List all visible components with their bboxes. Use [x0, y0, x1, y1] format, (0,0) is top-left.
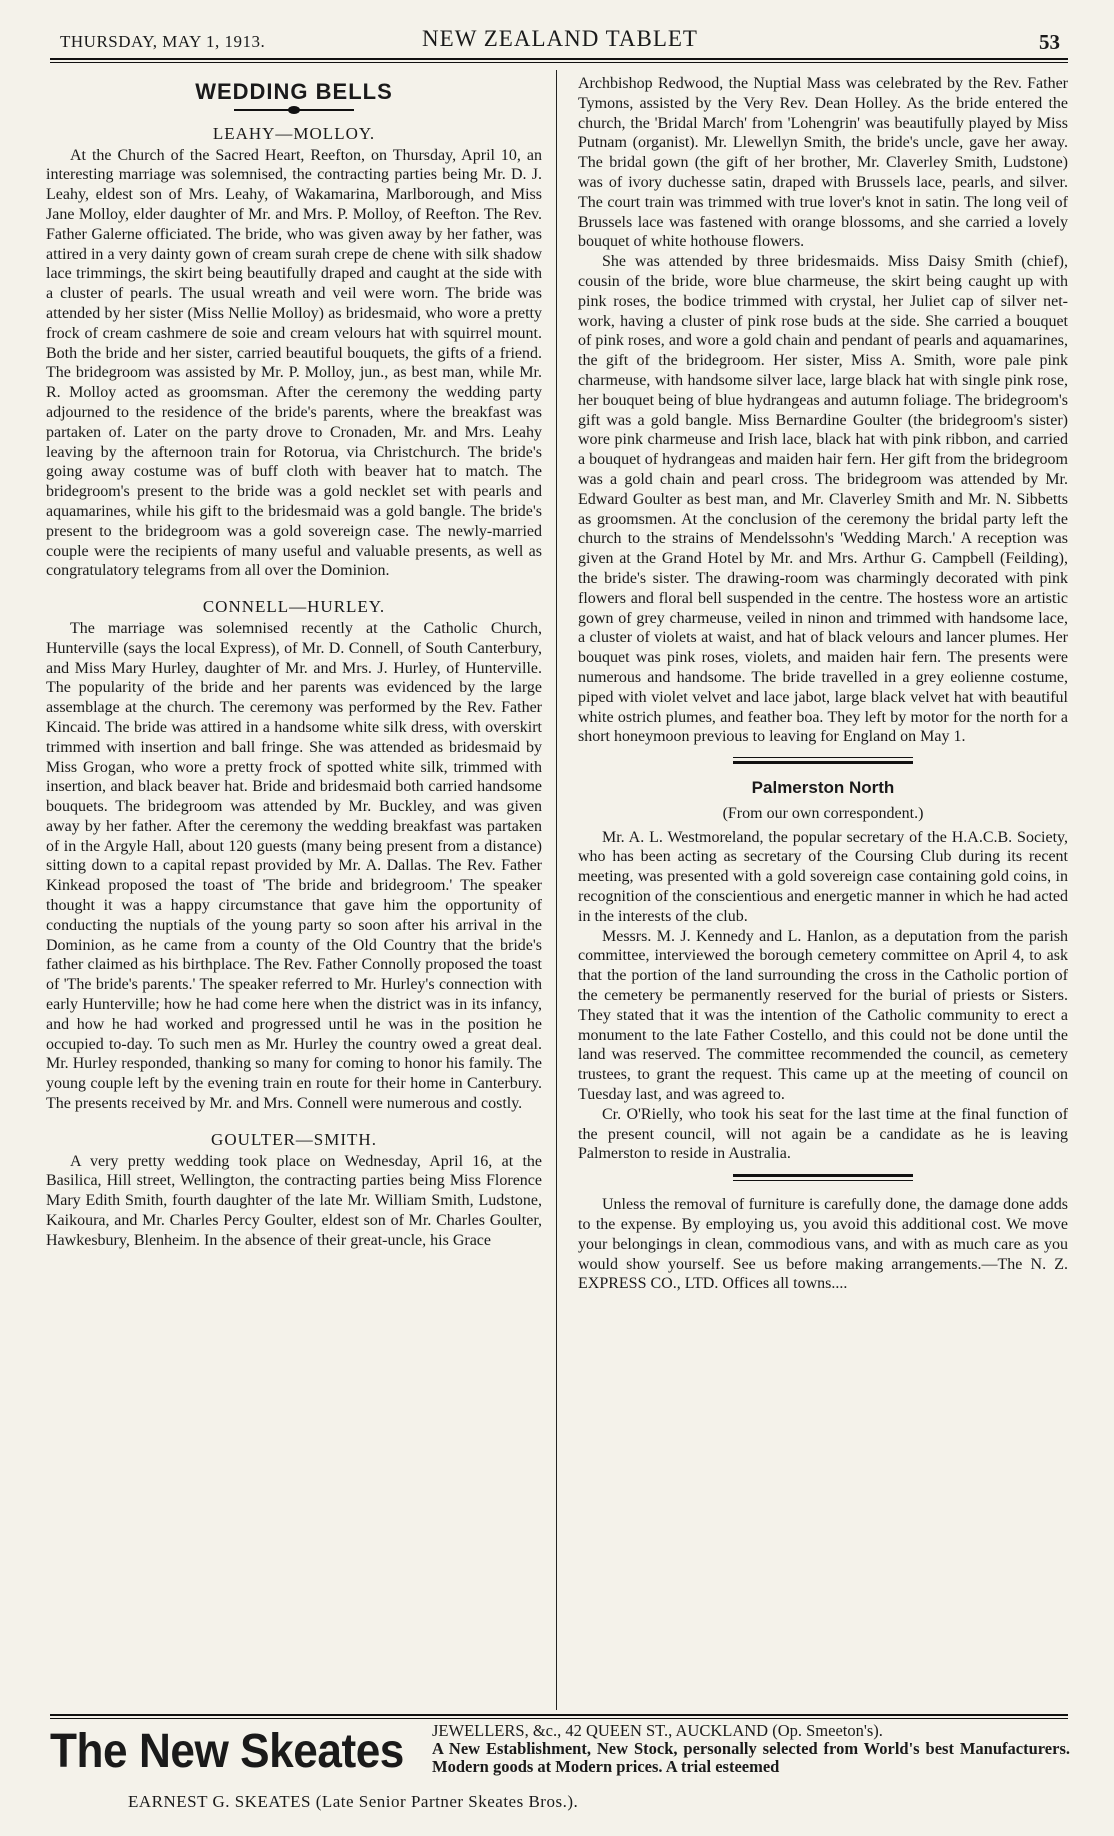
issue-date: THURSDAY, MAY 1, 1913. [60, 32, 266, 51]
article-heading-connell: CONNELL—HURLEY. [202, 597, 386, 617]
page-header [50, 26, 1070, 54]
header-rule-thin [50, 62, 1068, 63]
article-text-bridesmaids: She was attended by three bridesmaids. Miss Daisy Smith (chief), cousin of the bride, wore blue charmeuse, the skirt being caught up with pink roses, the bodice trimmed with crystal, her Juliet cap of silver net-work, having a cluster of pink rose buds at the side. She carried a bouquet of pink roses, and wore a gold chain and pendant of pearls and aquamarines, the gift of the bridegroom. Her sister, Miss A. Smith, wore pale pink charmeuse, with handsome silver lace, large black hat with single pink rose, her bouquet being of blue hydrangeas and autumn foliage. The bridegroom's gift was a gold bangle. Miss Bernardine Goulter (the bridegroom's sister) wore pink charmeuse and Irish lace, black hat with pink ribbon, and carried a bouquet of hydrangeas and maiden hair fern. Her gift from the bridegroom was a gold chain and pearl cross. The bridegroom was attended by Mr. Edward Goulter as best man, and Mr. Claverley Smith and Mr. N. Sibbetts as groomsmen. At the conclusion of the ceremony the bridal party left the church to the strains of Mendelssohn's 'Wedding March.' A reception was given at the Grand Hotel by Mr. and Mrs. Arthur G. Campbell (Feilding), the bride's sister. The drawing-room was charmingly decorated with pink flowers and floral bell suspended in the centre. The hostess wore an artistic gown of grey charmeuse, veiled in ninon and trimmed with handsome lace, a cluster of violets at waist, and hat of black velours and lancer plumes. Her bouquet was pink roses, violets, and maiden hair fern. The presents were numerous and handsome. The bride travelled in a grey eolienne costume, piped with violet velvet and lace jabot, large black velvet hat with beautiful white ostrich plumes, and feather boa. They left by motor for the north for a short honeymoon previous to leaving for England on May 1. [578, 253, 1068, 746]
left-column [46, 74, 542, 1251]
article-heading-goulter: GOULTER—SMITH. [211, 1129, 377, 1149]
section-title: WEDDING BELLS [195, 79, 393, 104]
article-text-goulter-continued: Archbishop Redwood, the Nuptial Mass was celebrated by the Rev. Father Tymons, assisted by the Very Rev. Dean Holley. As the bride entered the church, the 'Bridal March' from 'Lohengrin' was beautifully played by Miss Putnam (organist). Mr. Llewellyn Smith, the bride's uncle, gave her away. The bridal gown (the gift of her brother, Mr. Claverley Smith, Ludstone) was of ivory duchesse satin, draped with Brussels lace, pearls, and silver. The court train was trimmed with true lover's knot in satin. The long veil of Brussels lace was fastened with orange blossoms, and she carried a lovely bouquet of white hothouse flowers. [578, 75, 1068, 251]
advert-brand: The New Skeates [50, 1725, 404, 1778]
palmerston-paragraph-1: Mr. A. L. Westmoreland, the popular secretary of the H.A.C.B. Society, who has been acting as secretary of the Coursing Club during its recent meeting, was presented with a gold sovereign case containing gold coins, in recognition of the conscientious and energetic manner in which he had acted in the interests of the club. [578, 828, 1068, 925]
express-advert: Unless the removal of furniture is carefully done, the damage done adds to the expense. By employing us, you avoid this additional cost. We move your belongings in clean, commodious vans, and with as much care as you would show yourself. See us before making arrangements.—The N. Z. EXPRESS CO., LTD. Offices all towns.... [578, 1196, 1068, 1293]
footer-rule-thin [50, 1718, 1068, 1719]
section-separator-2 [733, 1174, 913, 1181]
advert-info [432, 1722, 1070, 1776]
header-rule [50, 58, 1068, 60]
advert-line-1: JEWELLERS, &c., 42 QUEEN ST., AUCKLAND (Op. Smeeton's). [432, 1721, 883, 1740]
section-heading-palmerston: Palmerston North [751, 778, 895, 798]
section-separator [733, 757, 913, 764]
article-text-leahy: At the Church of the Sacred Heart, Reefton, on Thursday, April 10, an interesting marriage was solemnised, the contracting parties being Mr. D. J. Leahy, eldest son of Mrs. Leahy, of Wakamarina, Marlborough, and Miss Jane Molloy, elder daughter of Mr. and Mrs. P. Molloy, of Reefton. The Rev. Father Galerne officiated. The bride, who was given away by her father, was attired in a very dainty gown of cream surah crepe de chene with silk shadow lace trimmings, the skirt being beautifully draped and caught at the side with a cluster of pearls. The usual wreath and veil were worn. The bride was attended by her sister (Miss Nellie Molloy) as bridesmaid, who wore a pretty frock of cream cashmere de soie and cream velours hat with squirrel mount. Both the bride and her sister, carried beautiful bouquets, the gifts of a friend. The bridegroom was assisted by Mr. P. Molloy, jun., as best man, while Mr. R. Molloy acted as groomsman. After the ceremony the wedding party adjourned to the residence of the bride's parents, where the breakfast was partaken of. Later on the party drove to Cronaden, Mr. and Mrs. Leahy leaving by the afternoon train for Rotorua, via Christchurch. The bride's going away costume was of buff cloth with beaver hat to match. The bridegroom's present to the bride was a gold necklet set with pearls and aquamarines, while his gift to the bridesmaid was a gold bangle. The bride's present to the bridegroom was a gold sovereign case. The newly-married couple were the recipients of many useful and valuable presents, as well as congratulatory telegrams from all over the Dominion. [46, 146, 542, 580]
palmerston-paragraph-3: Cr. O'Rielly, who took his seat for the last time at the final function of the present council, will not again be a candidate as he is leaving Palmerston to reside in Australia. [578, 1105, 1068, 1163]
footer-rule [50, 1714, 1068, 1716]
publication-title: NEW ZEALAND TABLET [422, 26, 698, 51]
column-divider [556, 70, 557, 1710]
page-number: 53 [1039, 30, 1060, 54]
title-ornament [234, 106, 354, 114]
advert-line-2: A New Establishment, New Stock, personally selected from World's best Manufacturers. Modern goods at Modern prices. A trial esteemed [432, 1739, 1070, 1776]
advert-line-3: EARNEST G. SKEATES (Late Senior Partner Skeates Bros.). [128, 1792, 579, 1811]
correspondent-note: (From our own correspondent.) [722, 804, 924, 822]
article-text-connell: The marriage was solemnised recently at the Catholic Church, Hunterville (says the local Express), of Mr. D. Connell, of South Canterbury, and Miss Mary Hurley, daughter of Mr. and Mrs. J. Hurley, of Hunterville. The popularity of the bride and her parents was evidenced by the large assemblage at the church. The ceremony was performed by the Rev. Father Kincaid. The bride was attired in a handsome white silk dress, with overskirt trimmed with insertion and ball fringe. She was attended as bridesmaid by Miss Grogan, who wore a pretty frock of spotted white silk, trimmed with insertion, and black beaver hat. Bride and bridesmaid both carried handsome bouquets. The bridegroom was attended by Mr. Buckley, and was given away by her father. After the ceremony the wedding breakfast was partaken of in the Argyle Hall, about 120 guests (many being present from a distance) sitting down to a capital repast provided by Mr. A. Dallas. The Rev. Father Kinkead proposed the toast of 'The bride and bridegroom.' The speaker thought it was a happy circumstance that gave him the opportunity of conducting the nuptials of the young party so soon after his arrival in the Dominion, as he came from a county of the Old Country that the bride's father claimed as his birthplace. The Rev. Father Connolly proposed the toast of 'The bride's parents.' The speaker referred to Mr. Hurley's connection with early Hunterville; how he had come here when the district was in its infancy, and how he had worked and progressed until he was in the position he occupied to-day. To such men as Mr. Hurley the country owed a great deal. Mr. Hurley responded, thanking so many for coming to honor his family. The young couple left by the evening train en route for their home in Canterbury. The presents received by Mr. and Mrs. Connell were numerous and costly. [46, 619, 542, 1113]
article-heading-leahy: LEAHY—MOLLOY. [212, 123, 376, 143]
palmerston-paragraph-2: Messrs. M. J. Kennedy and L. Hanlon, as a deputation from the parish committee, interviewed the borough cemetery committee on April 4, to ask that the portion of the land surrounding the cross in the Catholic portion of the cemetery be permanently reserved for the burial of priests or Sisters. They stated that it was the intention of the Catholic community to erect a monument to the late Father Costello, and this could not be done until the land was reserved. The committee recommended the council, as cemetery trustees, to grant the request. This came up at the meeting of council on Tuesday last, and was agreed to. [578, 927, 1068, 1104]
skeates-advert [50, 1722, 1070, 1822]
right-column [578, 74, 1068, 1294]
article-text-goulter: A very pretty wedding took place on Wednesday, April 16, at the Basilica, Hill street, Wellington, the contracting parties being Miss Florence Mary Edith Smith, fourth daughter of the late Mr. William Smith, Ludstone, Kaikoura, and Mr. Charles Percy Goulter, eldest son of Mr. Charles Goulter, Hawkesbury, Blenheim. In the absence of their great-uncle, his Grace [46, 1152, 542, 1249]
